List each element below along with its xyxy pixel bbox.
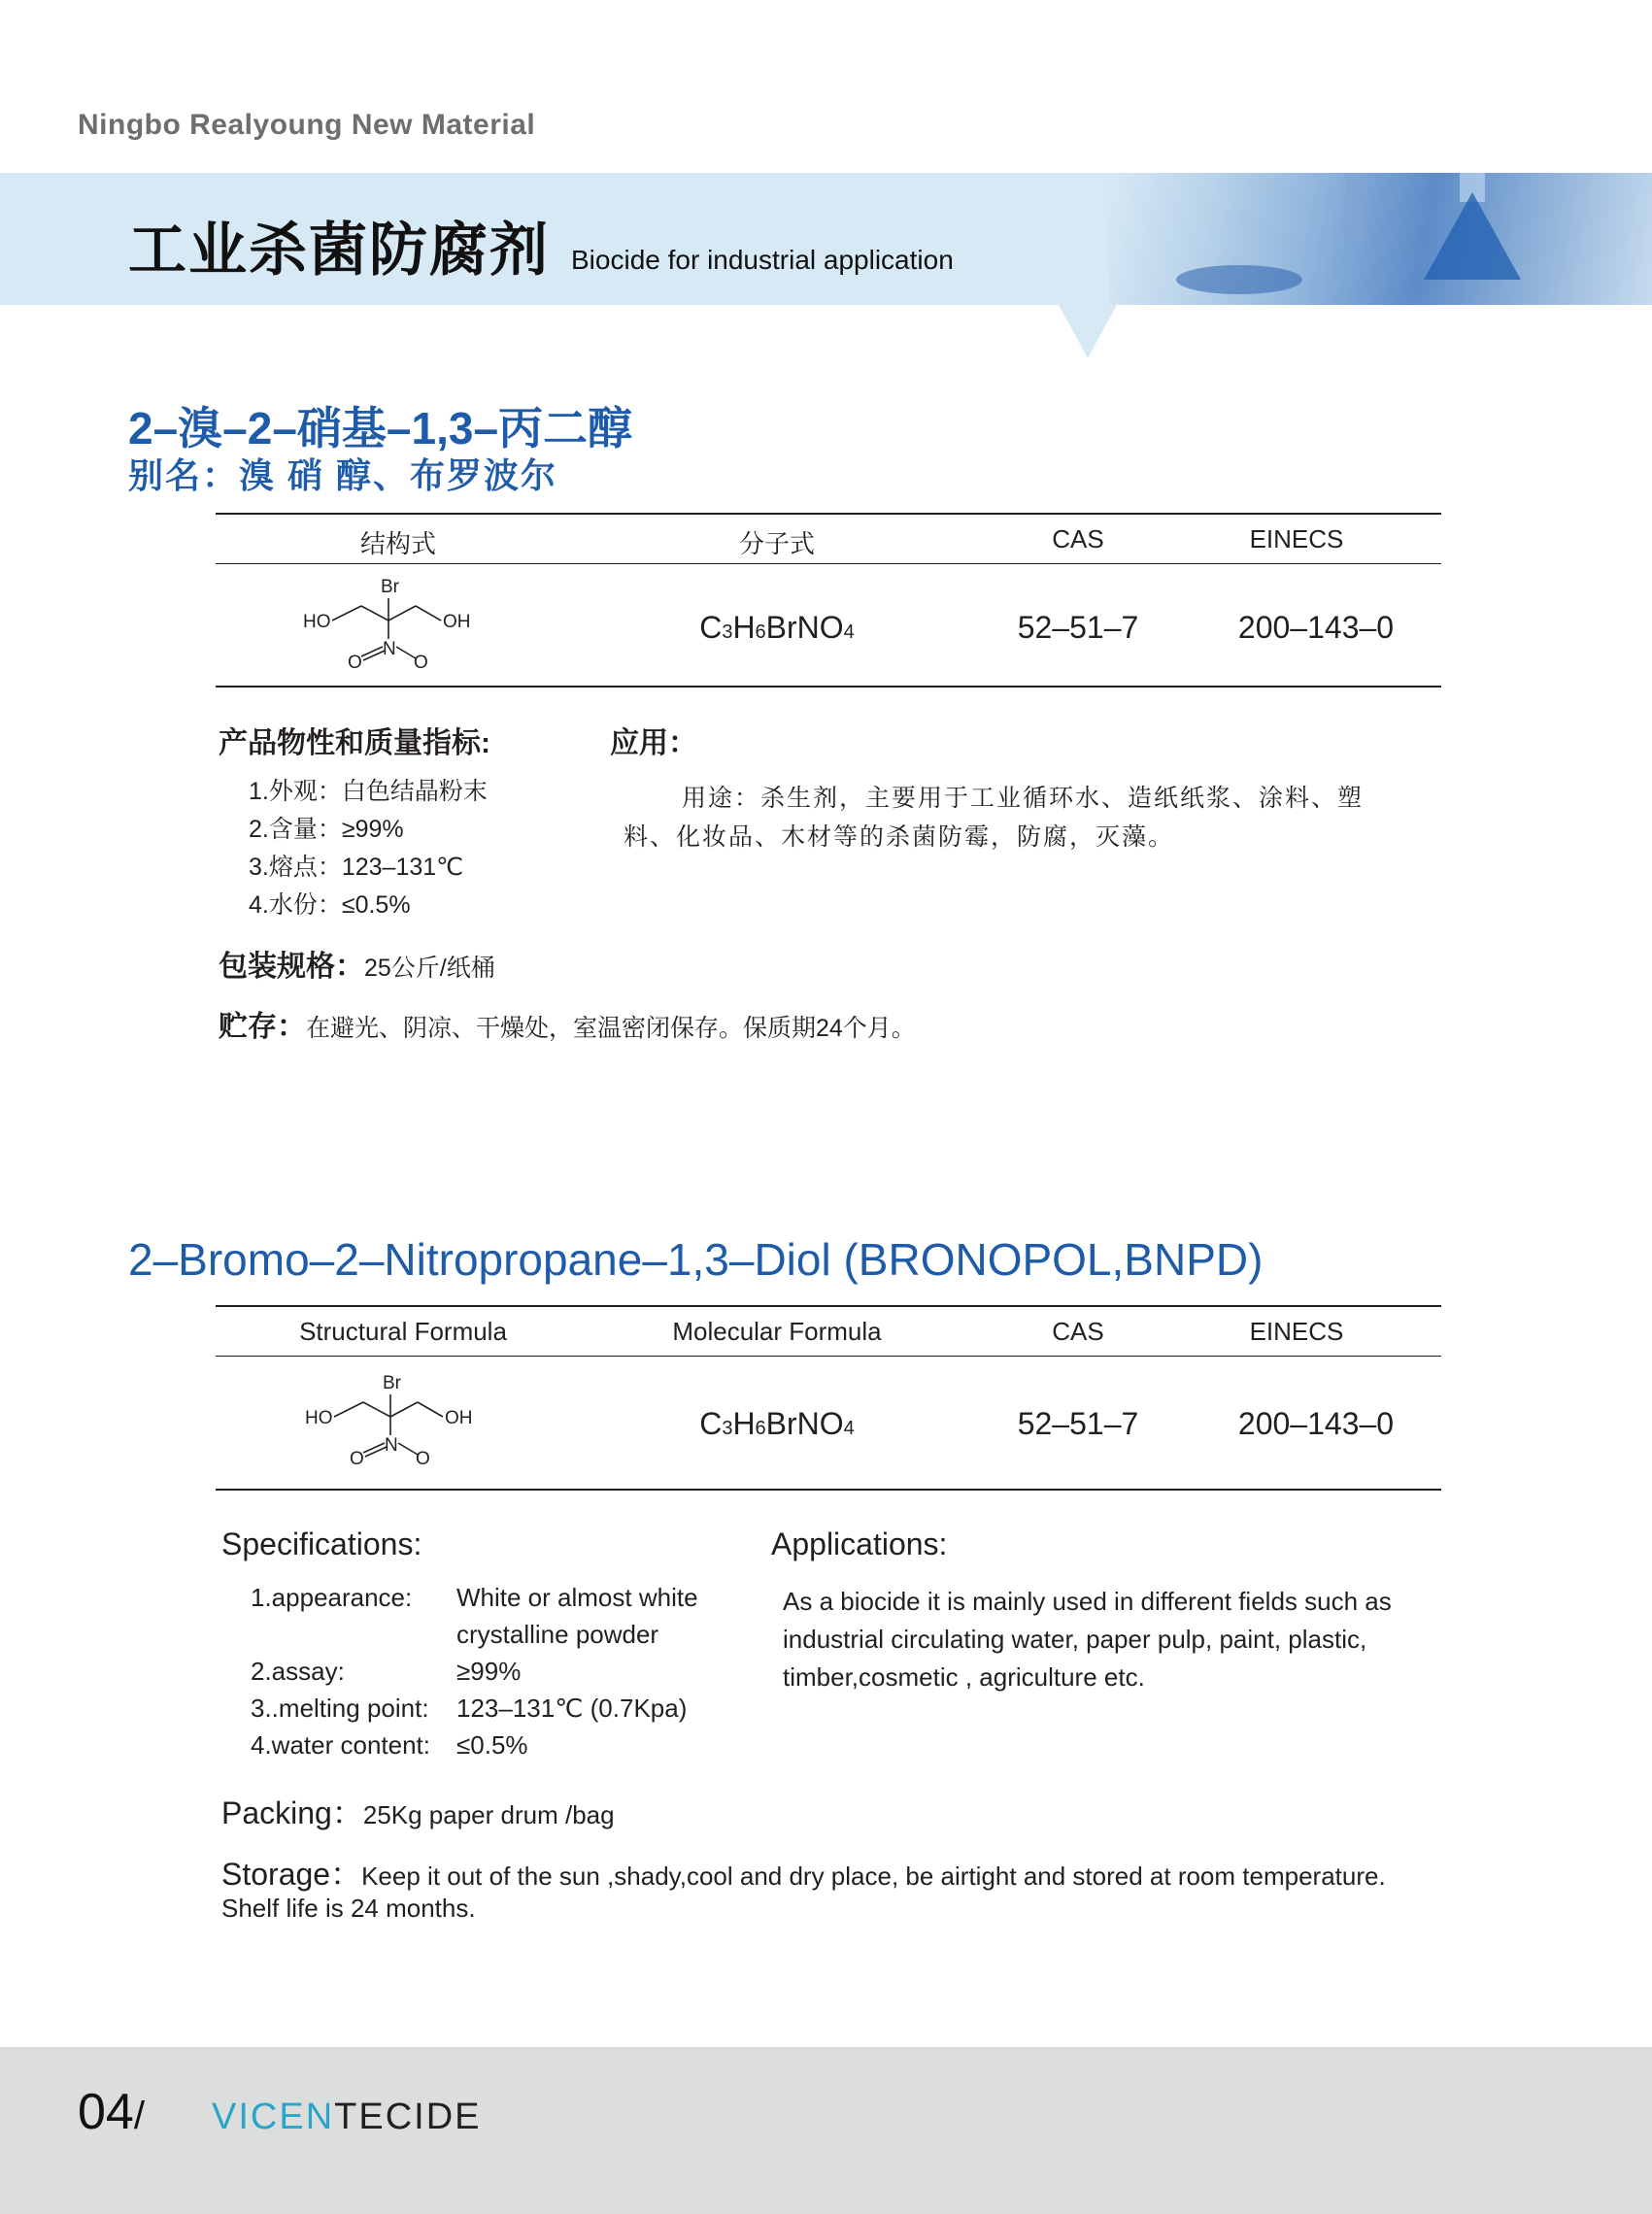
product-title-cn: 2–溴–2–硝基–1,3–丙二醇 xyxy=(128,403,633,453)
struct-br-label: Br xyxy=(381,577,399,597)
struct-ho-label: HO xyxy=(303,612,331,632)
th-structure-en: Structural Formula xyxy=(299,1317,507,1346)
spec-label-en: 4.water content: xyxy=(251,1730,430,1760)
spec-label-en: 3..melting point: xyxy=(251,1694,429,1723)
table-top-rule xyxy=(216,513,1441,515)
struct-n-label: N xyxy=(383,639,396,659)
th-cas: CAS xyxy=(1052,524,1104,554)
banner-notch xyxy=(1059,305,1117,358)
cas-number-en: 52–51–7 xyxy=(1017,1406,1139,1441)
storage-en: Storage：Keep it out of the sun ,shady,cool and dry place, be airtight and stored at room temperature. xyxy=(221,1857,1386,1892)
spec-label-en: 1.appearance: xyxy=(251,1583,413,1612)
struct-o1-label: O xyxy=(350,1449,364,1469)
th-einecs: EINECS xyxy=(1249,524,1344,554)
th-formula: 分子式 xyxy=(738,529,815,558)
banner-title-en: Biocide for industrial application xyxy=(571,245,954,275)
th-formula-en: Molecular Formula xyxy=(672,1317,882,1346)
struct-ho-label: HO xyxy=(305,1408,333,1428)
shelf-life-en: Shelf life is 24 months. xyxy=(221,1894,476,1923)
app-text-en: industrial circulating water, paper pulp, paint, plastic, xyxy=(783,1625,1367,1654)
banner-title-cn: 工业杀菌防腐剂 xyxy=(128,218,550,283)
cas-number-cn: 52–51–7 xyxy=(1017,610,1139,645)
struct-o2-label: O xyxy=(416,1449,430,1469)
spec-item-cn: 1.外观：白色结晶粉末 xyxy=(249,778,488,805)
company-name: Ningbo Realyoung New Material xyxy=(78,109,536,141)
struct-oh-label: OH xyxy=(445,1408,473,1428)
molecular-formula-en: C3H6BrNO4 xyxy=(699,1406,855,1441)
flask-shape xyxy=(1424,192,1521,280)
app-text-cn: 用途：杀生剂，主要用于工业循环水、造纸纸浆、涂料、塑 xyxy=(682,785,1365,812)
spec-item-cn: 3.熔点：123–131℃ xyxy=(249,854,464,881)
app-text-en: As a biocide it is mainly used in different fields such as xyxy=(783,1587,1392,1616)
storage-cn: 贮存：在避光、阴凉、干燥处，室温密闭保存。保质期24个月。 xyxy=(219,1011,916,1043)
struct-br-label: Br xyxy=(383,1373,401,1393)
einecs-number-cn: 200–143–0 xyxy=(1237,610,1395,645)
spec-value-en: crystalline powder xyxy=(456,1620,659,1649)
table-top-rule-en xyxy=(216,1305,1441,1307)
structure-diagram xyxy=(291,569,505,676)
spec-value-en: ≤0.5% xyxy=(456,1730,528,1760)
th-structure: 结构式 xyxy=(359,529,436,558)
struct-oh-label: OH xyxy=(443,612,471,632)
page-number: 04/ xyxy=(78,2084,145,2140)
packing-cn: 包装规格：25公斤/纸桶 xyxy=(219,951,495,983)
spec-value-en: 123–131℃ (0.7Kpa) xyxy=(456,1694,688,1723)
struct-o1-label: O xyxy=(348,653,362,673)
dish-shape xyxy=(1176,265,1302,294)
specs-title-en: Specifications: xyxy=(221,1526,422,1561)
struct-o2-label: O xyxy=(414,653,428,673)
table-header-rule-en xyxy=(216,1356,1441,1357)
brand-name: VICENTECIDE xyxy=(212,2097,482,2137)
app-title-cn: 应用： xyxy=(610,727,697,759)
specs-title-cn: 产品物性和质量指标: xyxy=(219,727,490,759)
table-bottom-rule xyxy=(216,686,1441,688)
spec-label-en: 2.assay: xyxy=(251,1657,345,1686)
spec-value-en: ≥99% xyxy=(456,1657,522,1686)
app-text-cn: 料、化妆品、木材等的杀菌防霉，防腐，灭藻。 xyxy=(624,823,1175,851)
product-title-en: 2–Bromo–2–Nitropropane–1,3–Diol (BRONOPOL,BNPD) xyxy=(128,1234,1264,1285)
spec-item-cn: 2.含量：≥99% xyxy=(249,816,404,843)
table-header-rule xyxy=(216,563,1441,564)
th-einecs-en: EINECS xyxy=(1249,1317,1344,1346)
app-title-en: Applications: xyxy=(771,1526,948,1561)
vial-shape xyxy=(1345,173,1361,241)
spec-value-en: White or almost white xyxy=(456,1583,698,1612)
product-alias-cn: 别名：溴 硝 醇、布罗波尔 xyxy=(128,455,558,495)
struct-n-label: N xyxy=(385,1435,398,1456)
einecs-number-en: 200–143–0 xyxy=(1237,1406,1395,1441)
app-text-en: timber,cosmetic , agriculture etc. xyxy=(783,1662,1145,1692)
structure-diagram-en xyxy=(293,1365,507,1472)
table-bottom-rule-en xyxy=(216,1489,1441,1491)
molecular-formula-cn: C3H6BrNO4 xyxy=(699,610,855,645)
lab-photo xyxy=(1108,173,1652,305)
th-cas-en: CAS xyxy=(1052,1317,1104,1346)
spec-item-cn: 4.水份：≤0.5% xyxy=(249,891,411,919)
packing-en: Packing：25Kg paper drum /bag xyxy=(221,1795,615,1830)
